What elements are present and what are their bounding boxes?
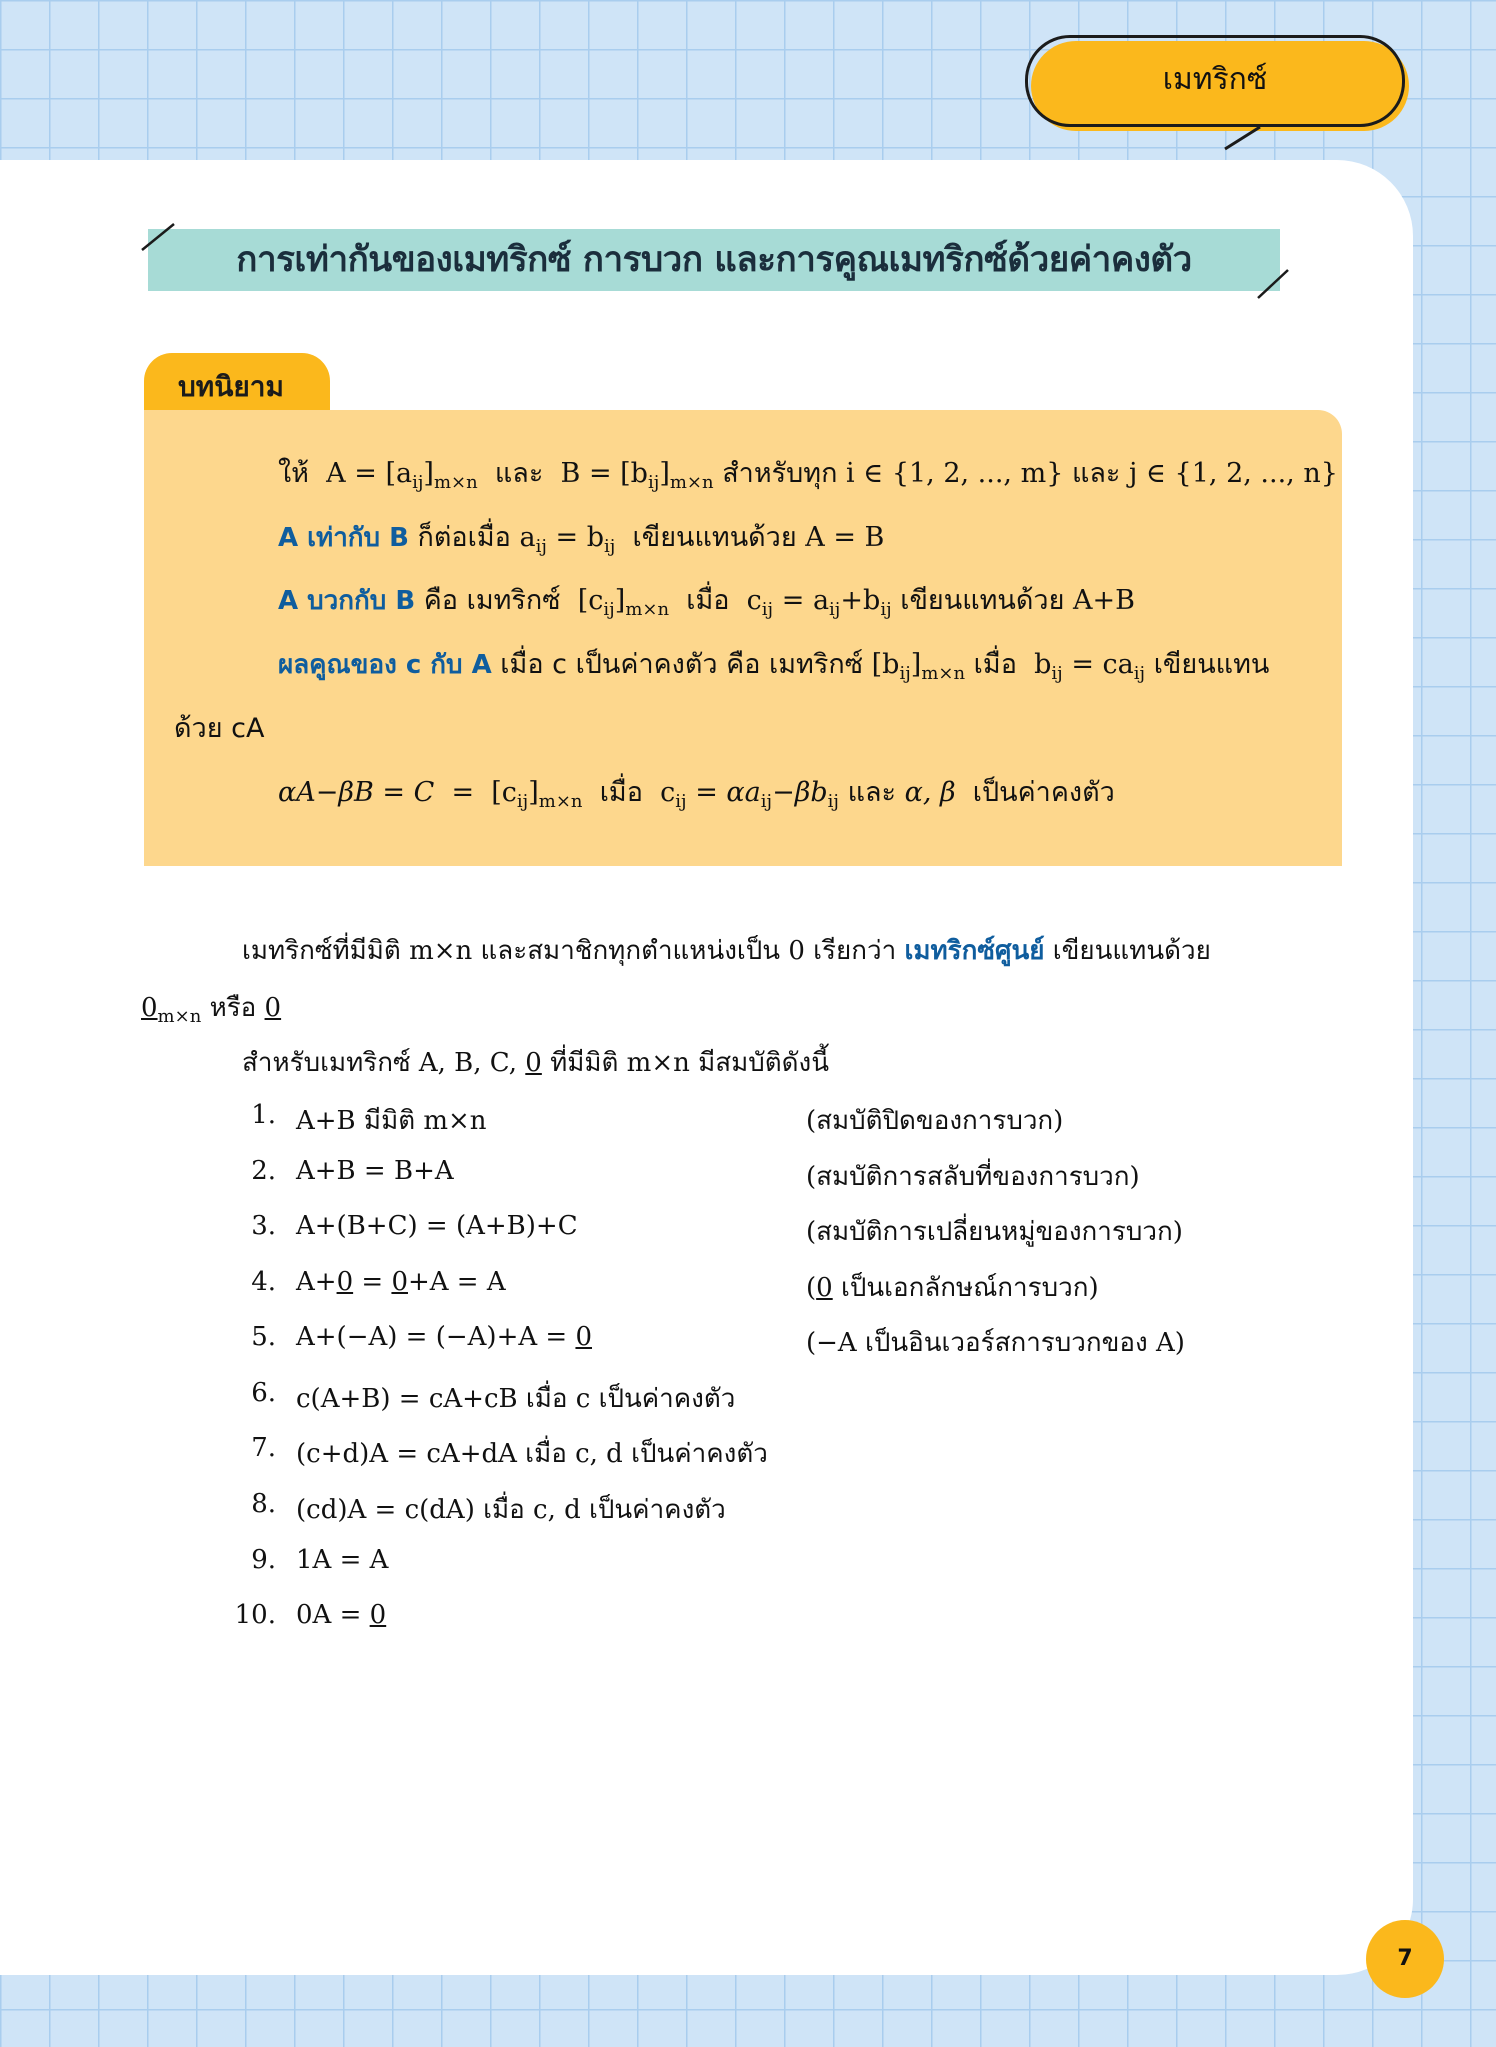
definition-tab (144, 353, 330, 415)
definition-tab-label: บทนิยาม (178, 370, 284, 403)
chapter-tab (1025, 35, 1413, 153)
definition-line-3: A บวกกับ B คือ เมทริกซ์ $[c_{ij}]_{m\times n}$ เมื่อ $c_{ij} = a_{ij}+b_{ij}$ เขียนแทนด้วย A+B (278, 585, 1135, 620)
keyword-scalar-product: ผลคูณของ c กับ A (278, 650, 492, 680)
keyword-equal: A เท่ากับ B (278, 523, 409, 553)
title-corner-slash-left (140, 222, 180, 252)
speech-tail-icon (1025, 35, 1413, 153)
zero-matrix-notation: $0_{m\times n}$ หรือ 0 (141, 993, 282, 1027)
definition-line-2: A เท่ากับ B ก็ต่อเมื่อ $a_{ij} = b_{ij}$ เขียนแทนด้วย A = B (278, 522, 885, 557)
definition-line-4: ผลคูณของ c กับ A เมื่อ c เป็นค่าคงตัว คือ เมทริกซ์ $[b_{ij}]_{m\times n}$ เมื่อ $b_{ij} = ca_{ij}$ เขียนแทน (278, 649, 1270, 684)
keyword-add: A บวกกับ B (278, 586, 416, 616)
definition-line-6: $\alpha A-\beta B = C = [c_{ij}]_{m\times n}$ เมื่อ $c_{ij} = \alpha a_{ij}-\beta b_{ij}$ และ α, β เป็นค่าคงตัว (278, 777, 1115, 812)
chapter-label: เมทริกซ์ (1162, 62, 1268, 97)
zero-matrix-paragraph: เมทริกซ์ที่มีมิติ m×n และสมาชิกทุกตำแหน่งเป็น 0 เรียกว่า เมทริกซ์ศูนย์ เขียนแทนด้วย (242, 936, 1211, 966)
definition-line-1: ให้ $A = [a_{ij}]_{m\times n}$ และ $B = [b_{ij}]_{m\times n}$ สำหรับทุก i ∈ {1, 2, ..., m} และ j ∈ {1, 2, ..., n} (278, 458, 1338, 493)
definition-line-5: ด้วย cA (174, 713, 265, 744)
keyword-zero-matrix: เมทริกซ์ศูนย์ (904, 936, 1045, 966)
section-title: การเท่ากันของเมทริกซ์ การบวก และการคูณเมทริกซ์ด้วยค่าคงตัว (236, 240, 1192, 280)
page-number: 7 (1366, 1920, 1444, 1998)
properties-intro: สำหรับเมทริกซ์ A, B, C, 0 ที่มีมิติ m×n มีสมบัติดังนี้ (242, 1048, 830, 1078)
title-corner-slash-right (1256, 268, 1296, 300)
